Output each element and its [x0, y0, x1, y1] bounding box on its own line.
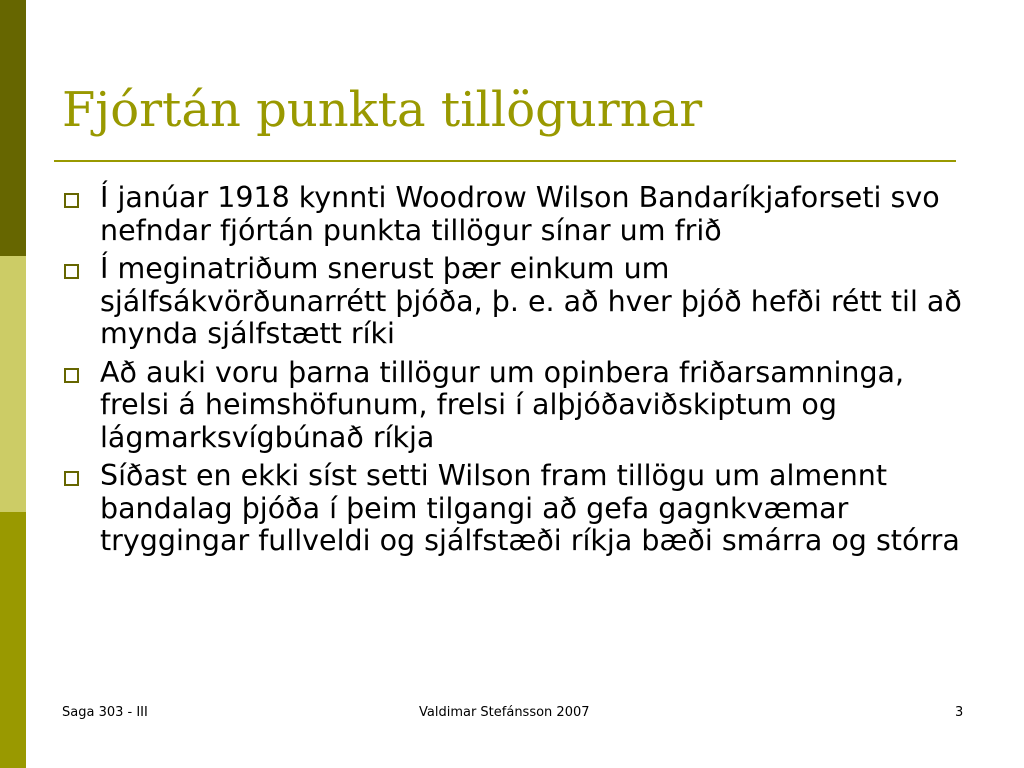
side-bar-olive: [0, 512, 26, 768]
bullet-text: Í meginatriðum snerust þær einkum um sjálfsákvörðunarrétt þjóða, þ. e. að hver þjóð hefði rétt til að mynda sjálfstætt ríki: [100, 252, 962, 350]
square-bullet-icon: [64, 264, 79, 279]
bullet-text: Í janúar 1918 kynnti Woodrow Wilson Bandaríkjaforseti svo nefndar fjórtán punkta tillögur sínar um frið: [100, 181, 940, 247]
square-bullet-icon: [64, 193, 79, 208]
bullet-item: [64, 253, 964, 351]
bullet-list: [64, 182, 964, 564]
bullet-item: [64, 182, 964, 247]
footer-author: Valdimar Stefánsson 2007: [419, 705, 590, 720]
square-bullet-icon: [64, 471, 79, 486]
bullet-text: Síðast en ekki síst setti Wilson fram tillögu um almennt bandalag þjóða í þeim tilgangi að gefa gagnkvæmar tryggingar fullveldi og sjálfstæði ríkja bæði smárra og stórra: [100, 459, 960, 557]
bullet-item: [64, 460, 964, 558]
title-divider: [54, 160, 956, 162]
side-bar-dark: [0, 0, 26, 256]
footer-page-number: 3: [955, 705, 964, 720]
footer-course: Saga 303 - III: [62, 705, 148, 720]
bullet-text: Að auki voru þarna tillögur um opinbera friðarsamninga, frelsi á heimshöfunum, frelsi í alþjóðaviðskiptum og lágmarksvígbúnað ríkja: [100, 355, 905, 454]
slide-title: Fjórtán punkta tillögurnar: [62, 82, 703, 138]
side-bar-light: [0, 256, 26, 512]
square-bullet-icon: [64, 368, 79, 383]
bullet-item: [64, 357, 964, 455]
